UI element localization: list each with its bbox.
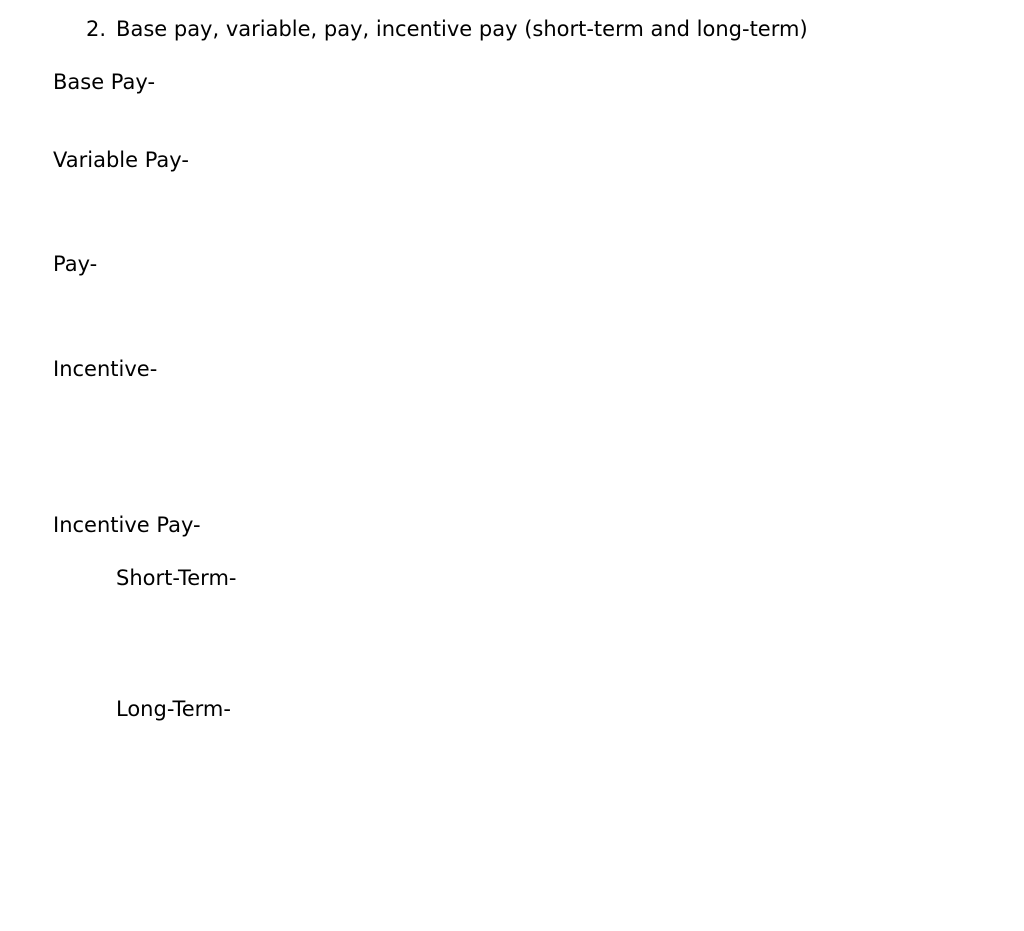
question-heading bbox=[86, 16, 808, 42]
short-term-label: Short-Term- bbox=[116, 566, 237, 590]
question-text: Base pay, variable, pay, incentive pay (short-term and long-term) bbox=[116, 17, 808, 41]
long-term-label: Long-Term- bbox=[116, 697, 231, 721]
question-number: 2. bbox=[86, 17, 107, 41]
variable-pay-label: Variable Pay- bbox=[53, 148, 189, 172]
incentive-pay-label: Incentive Pay- bbox=[53, 513, 201, 537]
base-pay-label: Base Pay- bbox=[53, 70, 156, 94]
pay-label: Pay- bbox=[53, 252, 98, 276]
incentive-label: Incentive- bbox=[53, 357, 158, 381]
